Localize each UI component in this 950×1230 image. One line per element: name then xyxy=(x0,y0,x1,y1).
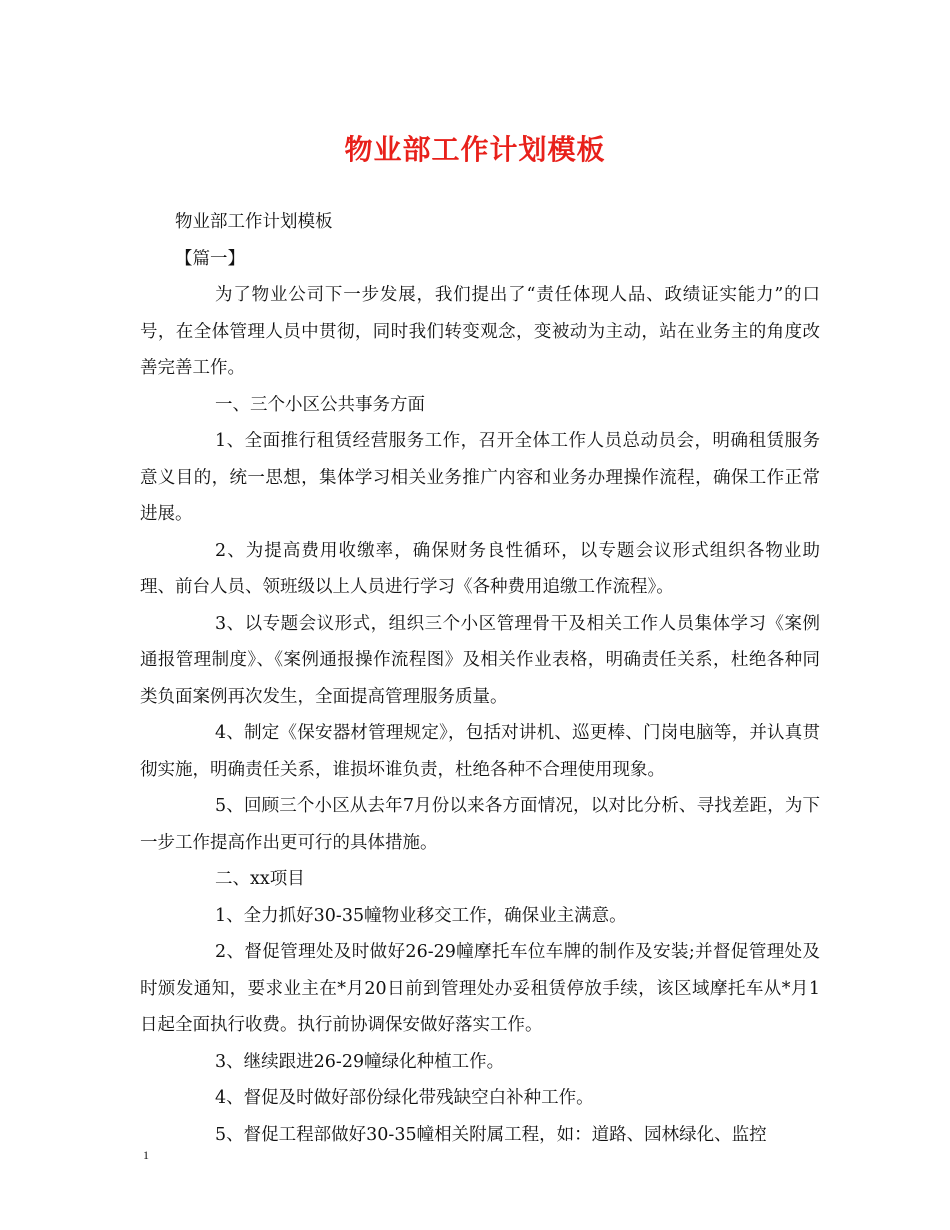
paragraph: 4、制定《保安器材管理规定》，包括对讲机、巡更棒、门岗电脑等，并认真贯彻实施，明确责任关系，谁损坏谁负责，杜绝各种不合理使用现象。 xyxy=(140,723,820,780)
paragraph: 1、全面推行租赁经营服务工作，召开全体工作人员总动员会，明确租赁服务意义目的，统一思想，集体学习相关业务推广内容和业务办理操作流程，确保工作正常进展。 xyxy=(140,431,820,524)
document-body xyxy=(140,204,820,1153)
paragraph: 1、全力抓好30-35幢物业移交工作，确保业主满意。 xyxy=(215,905,627,926)
paragraph: 3、继续跟进26-29幢绿化种植工作。 xyxy=(215,1051,505,1072)
paragraph: 5、督促工程部做好30-35幢相关附属工程，如：道路、园林绿化、监控 xyxy=(215,1124,767,1145)
subtitle: 物业部工作计划模板 xyxy=(175,212,333,232)
paragraph: 3、以专题会议形式，组织三个小区管理骨干及相关工作人员集体学习《案例通报管理制度》、《案例通报操作流程图》及相关作业表格，明确责任关系，杜绝各种同类负面案例再次发生，全面提高管理服务质量。 xyxy=(140,613,820,707)
paragraph: 5、回顾三个小区从去年7月份以来各方面情况，以对比分析、寻找差距，为下一步工作提高作出更可行的具体措施。 xyxy=(140,796,820,853)
paragraph: 2、督促管理处及时做好26-29幢摩托车位车牌的制作及安装;并督促管理处及时颁发通知，要求业主在*月20日前到管理处办妥租赁停放手续，该区域摩托车从*月1日起全面执行收费。执行前协调保安做好落实工作。 xyxy=(140,942,820,1035)
paragraph: 2、为提高费用收缴率，确保财务良性循环，以专题会议形式组织各物业助理、前台人员、领班级以上人员进行学习《各种费用追缴工作流程》。 xyxy=(140,540,820,597)
section-heading: 二、xx项目 xyxy=(215,869,305,889)
paragraph: 为了物业公司下一步发展，我们提出了“责任体现人品、政绩证实能力”的口号，在全体管理人员中贯彻，同时我们转变观念，变被动为主动，站在业务主的角度改善完善工作。 xyxy=(140,285,820,378)
paragraph: 4、督促及时做好部份绿化带残缺空白补种工作。 xyxy=(215,1088,594,1108)
section-heading: 一、三个小区公共事务方面 xyxy=(215,394,425,415)
page-number: 1 xyxy=(143,1148,149,1162)
section-label: 【篇一】 xyxy=(175,248,245,269)
document-title: 物业部工作计划模板 xyxy=(344,133,606,166)
